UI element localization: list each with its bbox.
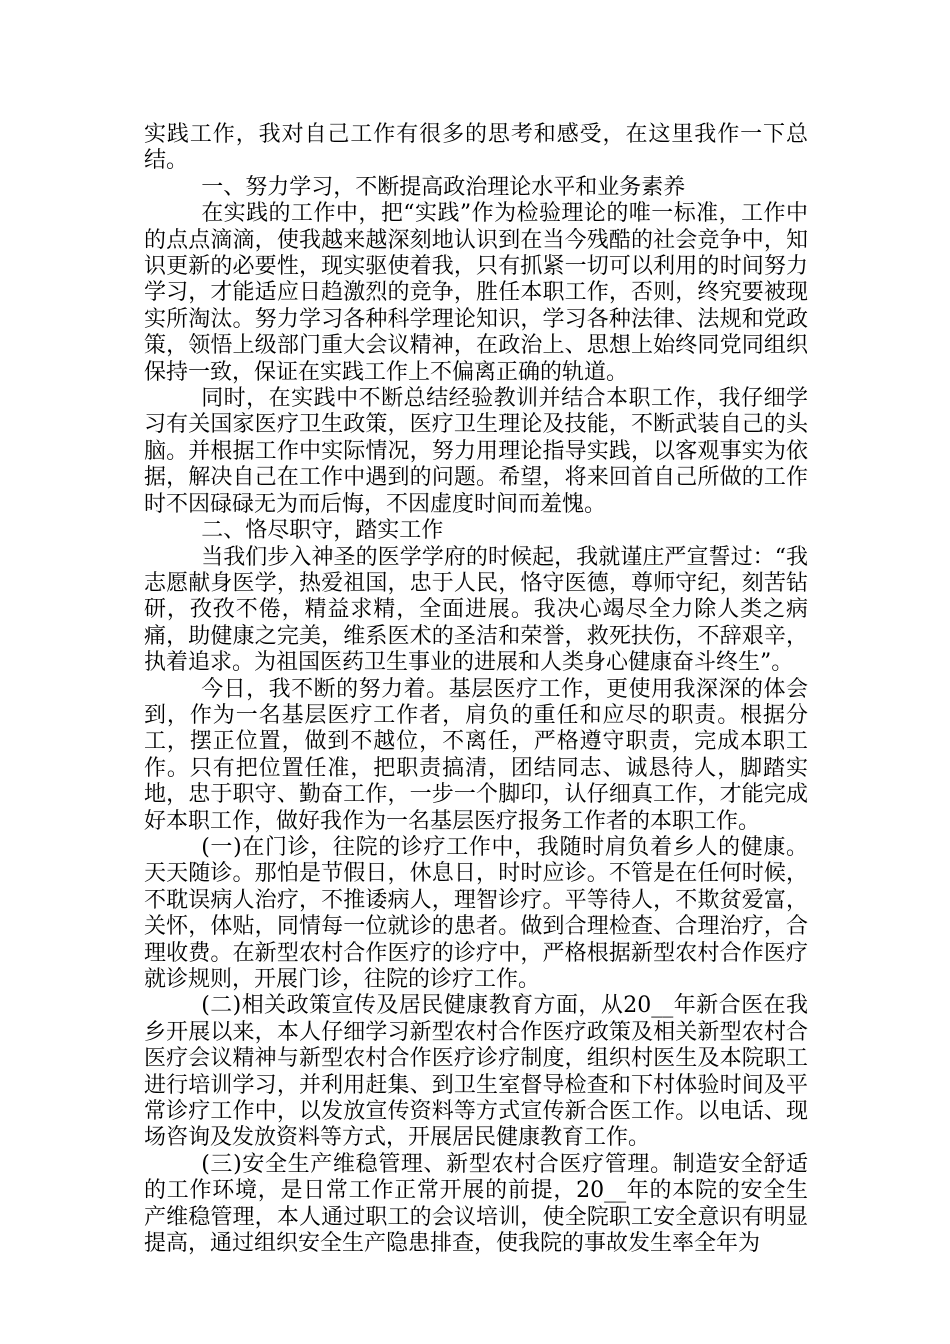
section-heading-1: 一、努力学习，不断提高政治理论水平和业务素养	[201, 174, 686, 200]
paragraph-today: 今日，我不断的努力着。基层医疗工作，更使用我深深的体会到，作为一名基层医疗工作者，肩负的重任和应尽的职责。根据分工，摆正位置，做到不越位，不离任，严格遵守职责，完成本职工作。只有把位置任准，把职责搞清，团结同志、诚恳待人，脚踏实地，忠于职守、勤奋工作，一步一个脚印，认仔细真工作，才能完成好本职工作，做好我作为一名基层医疗报务工作者的本职工作。	[144, 676, 808, 834]
paragraph-continuation: 实践工作，我对自己工作有很多的思考和感受，在这里我作一下总结。	[144, 122, 808, 174]
document-body	[144, 122, 808, 1257]
paragraph-oath: 当我们步入神圣的医学学府的时候起，我就谨庄严宣誓过：“我志愿献身医学，热爱祖国，忠于人民，恪守医德，尊师守纪，刻苦钻研，孜孜不倦，精益求精，全面进展。我决心竭尽全力除人类之病痛，助健康之完美，维系医术的圣洁和荣誉，救死扶伤，不辞艰辛，执着追求。为祖国医药卫生事业的进展和人类身心健康奋斗终生”。	[144, 544, 808, 676]
paragraph-safety: (三)安全生产维稳管理、新型农村合医疗管理。制造安全舒适的工作环境，是日常工作正常开展的前提，20__年的本院的安全生产维稳管理，本人通过职工的会议培训，使全院职工安全意识有明显提高，通过组织安全生产隐患排查，使我院的事故发生率全年为	[144, 1151, 808, 1257]
paragraph-study: 在实践的工作中，把“实践”作为检验理论的唯一标准，工作中的点点滴滴，使我越来越深刻地认识到在当今残酷的社会竞争中，知识更新的必要性，现实驱使着我，只有抓紧一切可以利用的时间努力学习，才能适应日趋激烈的竞争，胜任本职工作，否则，终究要被现实所淘汰。努力学习各种科学理论知识，学习各种法律、法规和党政策，领悟上级部门重大会议精神，在政治上、思想上始终同党同组织保持一致，保证在实践工作上不偏离正确的轨道。	[144, 201, 808, 385]
section-heading-2: 二、恪尽职守，踏实工作	[201, 518, 444, 544]
paragraph-policy: (二)相关政策宣传及居民健康教育方面，从20__年新合医在我乡开展以来，本人仔细学习新型农村合作医疗政策及相关新型农村合医疗会议精神与新型农村合作医疗诊疗制度，组织村医生及本院职工进行培训学习，并利用赶集、到卫生室督导检查和下村体验时间及平常诊疗工作中，以发放宣传资料等方式宣传新合医工作。以电话、现场咨询及发放资料等方式，开展居民健康教育工作。	[144, 993, 808, 1151]
paragraph-outpatient: (一)在门诊，往院的诊疗工作中，我随时肩负着乡人的健康。天天随诊。那怕是节假日，休息日，时时应诊。不管是在任何时候，不耽误病人治疗，不推诿病人，理智诊疗。平等待人，不欺贫爱富，关怀，体贴，同情每一位就诊的患者。做到合理检查、合理治疗，合理收费。在新型农村合作医疗的诊疗中，严格根据新型农村合作医疗就诊规则，开展门诊，往院的诊疗工作。	[144, 834, 808, 992]
paragraph-summary: 同时，在实践中不断总结经验教训并结合本职工作，我仔细学习有关国家医疗卫生政策，医疗卫生理论及技能，不断武装自己的头脑。并根据工作中实际情况，努力用理论指导实践，以客观事实为依据，解决自己在工作中遇到的问题。希望，将来回首自己所做的工作时不因碌碌无为而后悔，不因虚度时间而羞愧。	[144, 386, 808, 517]
